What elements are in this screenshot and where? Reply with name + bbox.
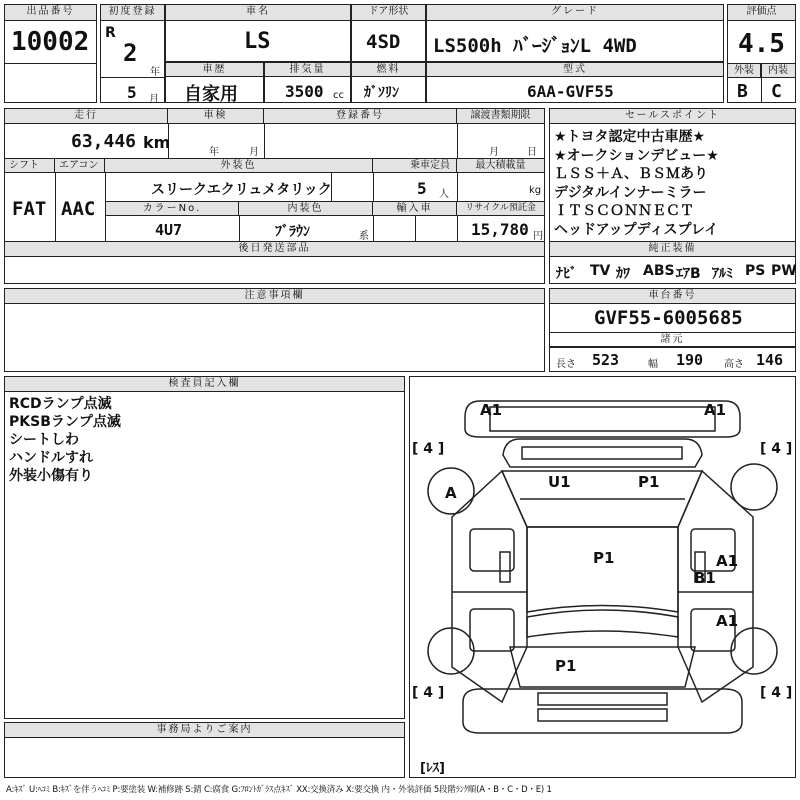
- registration-year: 2: [123, 39, 138, 67]
- grade-label: グレード: [427, 5, 723, 21]
- max-load-unit: kg: [529, 185, 542, 196]
- width-label: 幅: [648, 359, 658, 370]
- grade-cell: [426, 4, 724, 62]
- office-box: [4, 722, 405, 778]
- displacement-cell: [264, 62, 351, 103]
- year-unit: 年: [150, 67, 160, 78]
- door-label: ドア形状: [352, 5, 425, 21]
- interior-color-label: 内装色: [239, 202, 373, 216]
- lot-number-label: 出品番号: [5, 5, 96, 21]
- chassis-box: [549, 288, 796, 372]
- equipment-label: 純正装備: [550, 242, 795, 257]
- lot-number-cell: [4, 4, 97, 103]
- height-label: 高さ: [724, 359, 744, 370]
- inspector-note: 外装小傷有り: [9, 468, 93, 484]
- legend: A:ｷｽﾞ U:ﾍｺﾐ B:ｷｽﾞを伴うﾍｺﾐ P:要塗装 W:補修跡 S:錆 C:腐食 G:ﾌﾛﾝﾄｶﾞﾗｽ点ｷｽﾞ XX:交換済み X:要交換 内・外装評価 5段階ﾗﾝｸ順(A・B・C・D・E) 1: [6, 785, 552, 795]
- damage-mark: A1: [480, 401, 503, 419]
- spare-tire: [ﾚｽ]: [420, 761, 445, 776]
- shift: FAT: [12, 198, 47, 220]
- ext-label: 外装: [728, 64, 761, 78]
- damage-mark: P1: [593, 549, 615, 567]
- sales-line: ★オークションデビュー★: [554, 147, 719, 164]
- interior-color: ﾌﾞﾗｳﾝ: [275, 224, 310, 240]
- import-label: 輸入車: [373, 202, 457, 216]
- dims-label: 諸元: [550, 333, 795, 347]
- recycle-unit: 円: [533, 231, 543, 242]
- caution-label: 注意事項欄: [5, 289, 544, 304]
- capacity: 5: [417, 179, 427, 198]
- details-block: [4, 108, 545, 284]
- sales-points-label: セールスポイント: [550, 109, 795, 124]
- damage-mark: P1: [638, 473, 660, 491]
- interior-color-unit: 系: [359, 231, 369, 242]
- door-cell: [351, 4, 426, 62]
- width: 190: [676, 351, 704, 369]
- mileage-unit: km: [143, 133, 171, 152]
- ext-grade: B: [737, 81, 748, 102]
- sales-line: デジタルインナーミラー: [554, 184, 707, 201]
- transfer-day-unit: 日: [527, 147, 537, 158]
- transfer-label: 譲渡書類期限: [457, 109, 544, 124]
- inspection-year-unit: 年: [209, 147, 219, 158]
- damage-mark: P1: [555, 657, 577, 675]
- damage-mark: B1: [694, 569, 716, 587]
- fuel-label: 燃料: [352, 63, 425, 77]
- equipment-item: ｶﾜ: [616, 266, 630, 282]
- equipment-item: ABS: [643, 263, 675, 279]
- height: 146: [756, 351, 784, 369]
- shift-label: シフト: [5, 159, 55, 173]
- damage-mark: A: [445, 484, 457, 502]
- office-label: 事務局よりご案内: [5, 723, 404, 738]
- car-name-label: 車名: [166, 5, 350, 21]
- length-label: 長さ: [556, 359, 576, 370]
- recycle-fee: 15,780: [471, 220, 529, 239]
- equipment-item: PW: [771, 263, 797, 279]
- score: 4.5: [738, 29, 785, 59]
- inspector-label: 検査員記入欄: [5, 377, 404, 392]
- sales-line: ＩＴＳＣＯＮＮＥＣＴ: [554, 203, 694, 219]
- grade: LS500h ﾊﾞｰｼﾞｮﾝL 4WD: [433, 35, 637, 57]
- recycle-label: リサイクル預託金: [457, 202, 544, 216]
- exterior-color: スリークエクリュメタリック: [151, 182, 332, 198]
- exterior-color-label: 外装色: [105, 159, 373, 173]
- tire-tread: [ 4 ]: [412, 685, 445, 701]
- history: 自家用: [184, 84, 238, 105]
- equipment-item: PS: [745, 263, 766, 279]
- inspector-note: ハンドルすれ: [9, 450, 93, 466]
- mileage-label: 走行: [5, 109, 168, 124]
- car-name: LS: [244, 29, 271, 54]
- tire-tread: [ 4 ]: [760, 441, 793, 457]
- registration-cell: [100, 4, 165, 103]
- lot-number: 10002: [11, 27, 90, 57]
- color-number-label: カラーNo.: [106, 202, 239, 216]
- era: R: [105, 25, 116, 41]
- inspection-month-unit: 月: [249, 147, 259, 158]
- model-cell: [426, 62, 724, 103]
- sales-line: ★トヨタ認定中古車歴★: [554, 129, 706, 145]
- inspector-note: RCDランプ点滅: [9, 396, 112, 412]
- registration-month: 5: [127, 83, 137, 102]
- capacity-label: 乗車定員: [373, 159, 457, 173]
- inspector-note: シートしわ: [9, 432, 79, 448]
- history-label: 車歴: [166, 63, 263, 77]
- max-load-label: 最大積載量: [457, 159, 544, 173]
- fuel: ｶﾞｿﾘﾝ: [364, 85, 399, 101]
- caution-box: [4, 288, 545, 372]
- door-type: 4SD: [366, 31, 401, 53]
- registration-label: 初度登録: [101, 5, 164, 21]
- displacement: 3500: [285, 82, 324, 101]
- equipment-item: TV: [590, 263, 611, 279]
- length: 523: [592, 351, 620, 369]
- history-cell: [165, 62, 264, 103]
- int-grade: C: [771, 81, 782, 102]
- inspector-box: [4, 376, 405, 719]
- chassis-number: GVF55-6005685: [594, 307, 743, 329]
- model-label: 型式: [427, 63, 723, 77]
- sales-line: ＬＳＳ＋Ａ、ＢＳＭあり: [554, 166, 708, 182]
- car-diagram: [409, 376, 796, 778]
- damage-mark: A1: [704, 401, 727, 419]
- inspection-label: 車検: [168, 109, 264, 124]
- tire-tread: [ 4 ]: [760, 685, 793, 701]
- chassis-label: 車台番号: [550, 289, 795, 304]
- equipment-item: ｴｱB: [676, 266, 701, 282]
- mileage: 63,446: [71, 131, 137, 152]
- damage-mark: U1: [548, 473, 571, 491]
- damage-mark: A1: [716, 612, 739, 630]
- month-unit: 月: [149, 94, 159, 105]
- model: 6AA-GVF55: [527, 82, 614, 101]
- aircon: AAC: [61, 198, 96, 220]
- aircon-label: エアコン: [55, 159, 105, 173]
- sales-line: ヘッドアップディスプレイ: [554, 221, 719, 238]
- later-parts-label: 後日発送部品: [5, 242, 544, 257]
- car-outline: [410, 377, 795, 777]
- reg-number-label: 登録番号: [264, 109, 457, 124]
- color-number: 4U7: [155, 221, 183, 239]
- tire-tread: [ 4 ]: [412, 441, 445, 457]
- sales-points: [549, 108, 796, 284]
- score-cell: [727, 4, 796, 103]
- car-name-cell: [165, 4, 351, 62]
- transfer-month-unit: 月: [489, 147, 499, 158]
- displacement-unit: cc: [333, 90, 344, 101]
- equipment-item: ﾅﾋﾞ: [556, 266, 577, 282]
- damage-mark: A1: [716, 552, 739, 570]
- int-label: 内装: [761, 64, 795, 78]
- score-label: 評価点: [728, 5, 795, 21]
- displacement-label: 排気量: [265, 63, 350, 77]
- fuel-cell: [351, 62, 426, 103]
- equipment-item: ｱﾙﾐ: [712, 266, 733, 282]
- capacity-unit: 人: [439, 189, 449, 200]
- inspector-note: PKSBランプ点滅: [9, 414, 121, 430]
